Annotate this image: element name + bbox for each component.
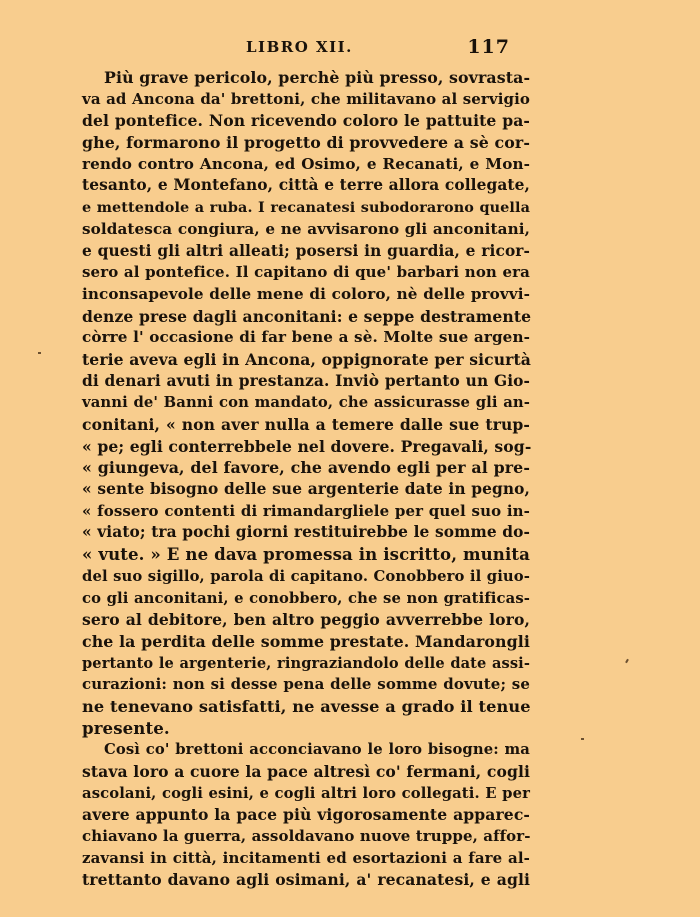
text-line: ascolani, cogli esini, e cogli altri loro collegati. E per [82, 784, 530, 802]
text-line: « giungeva, del favore, che avendo egli per al pre- [82, 458, 530, 478]
text-line: « viato; tra pochi giorni restituirebbe le somme do- [82, 523, 530, 542]
text-line: « sente bisogno delle sue argenterie date in pegno, [82, 480, 530, 499]
text-line: Così co' brettoni acconciavano le loro bisogne: ma [104, 741, 530, 759]
text-line: presente. [82, 717, 170, 738]
text-line: terie aveva egli in Ancona, oppignorate per sicurtà [82, 349, 531, 369]
text-line: zavansi in città, incitamenti ed esortazioni a fare al- [82, 848, 530, 867]
text-line: rendo contro Ancona, ed Osimo, e Recanati, e Mon- [82, 154, 530, 173]
body-text [82, 67, 530, 891]
text-line: soldatesca congiura, e ne avvisarono gli anconitani, [82, 219, 530, 238]
running-title: LIBRO XII. [246, 38, 353, 56]
text-line: e questi gli altri alleati; posersi in guardia, e ricor- [82, 241, 530, 260]
running-head [84, 38, 530, 62]
page-number: 117 [467, 36, 510, 58]
text-line: chiavano la guerra, assoldavano nuove truppe, affor- [82, 827, 531, 846]
text-line: tesanto, e Montefano, città e terre allora collegate, [82, 176, 530, 195]
text-line: sero al pontefice. Il capitano di que' barbari non era [82, 263, 530, 282]
text-line: avere appunto la pace più vigorosamente apparec- [82, 805, 530, 825]
text-line: che la perdita delle somme prestate. Mandarongli [82, 631, 530, 651]
text-line: pertanto le argenterie, ringraziandolo delle date assi- [82, 654, 530, 672]
text-line: e mettendole a ruba. I recanatesi subodorarono quella [82, 199, 530, 217]
text-line: « fossero contenti di rimandargliele per quel suo in- [82, 501, 530, 520]
text-line: stava loro a cuore la pace altresì co' fermani, cogli [82, 762, 530, 781]
print-speck [581, 738, 584, 740]
text-line: ne tenevano satisfatti, ne avesse a grado il tenue [82, 696, 531, 716]
text-line: co gli anconitani, e conobbero, che se non gratificas- [82, 589, 530, 607]
print-speck [625, 659, 629, 663]
text-line: Più grave pericolo, perchè più presso, sovrasta- [104, 68, 531, 87]
text-line: inconsapevole delle mene di coloro, nè delle provvi- [82, 284, 530, 303]
text-line: trettanto davano agli osimani, a' recanatesi, e agli [82, 870, 530, 890]
text-line: del suo sigillo, parola di capitano. Conobbero il giuo- [82, 567, 530, 585]
text-line: « pe; egli conterrebbele nel dovere. Pregavali, sog- [82, 436, 532, 456]
text-line: curazioni: non si desse pena delle somme dovute; se [82, 675, 530, 694]
text-line: « vute. » E ne dava promessa in iscritto, munita [82, 544, 530, 565]
text-line: denze prese dagli anconitani: e seppe destramente [82, 306, 532, 326]
text-line: còrre l' occasione di far bene a sè. Molte sue argen- [82, 328, 530, 347]
print-speck [38, 352, 41, 354]
text-line: vanni de' Banni con mandato, che assicurasse gli an- [82, 394, 530, 412]
text-line: conitani, « non aver nulla a temere dalle sue trup- [82, 415, 530, 434]
text-line: di denari avuti in prestanza. Inviò pertanto un Gio- [82, 371, 530, 390]
text-line: sero al debitore, ben altro peggio avverrebbe loro, [82, 610, 530, 630]
text-line: del pontefice. Non ricevendo coloro le pattuite pa- [82, 111, 530, 131]
text-line: va ad Ancona da' brettoni, che militavano al servigio [82, 89, 530, 108]
text-line: ghe, formarono il progetto di provvedere a sè cor- [82, 133, 530, 153]
